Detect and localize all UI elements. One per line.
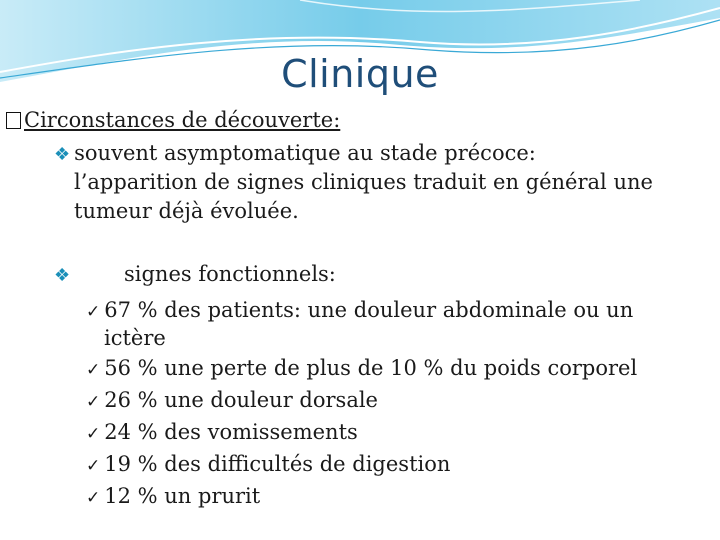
checkmark-icon: ✓ — [86, 302, 101, 322]
intro-text-1: souvent asymptomatique au stade précoce: — [74, 141, 536, 165]
diamond-icon: ❖ — [54, 265, 71, 286]
list-item-continuation: ictère — [104, 326, 166, 350]
section-label: signes fonctionnels: — [124, 262, 336, 286]
list-item: ✓ 19 % des difficultés de digestion — [86, 452, 451, 476]
heading-text: Circonstances de découverte: — [24, 108, 341, 132]
section-line — [54, 258, 74, 292]
list-item: ✓ 67 % des patients: une douleur abdominale ou un — [86, 298, 634, 322]
slide-title: Clinique — [281, 52, 439, 96]
intro-text-2: l’apparition de signes cliniques traduit en général une — [74, 170, 653, 194]
list-item: ✓ 24 % des vomissements — [86, 420, 358, 444]
heading-line — [6, 104, 340, 136]
checkmark-icon: ✓ — [86, 424, 101, 444]
list-item: ✓ 56 % une perte de plus de 10 % du poids corporel — [86, 356, 638, 380]
list-item: ✓ 26 % une douleur dorsale — [86, 388, 378, 412]
checkmark-icon: ✓ — [86, 456, 101, 476]
checkmark-icon: ✓ — [86, 360, 101, 380]
checkmark-icon: ✓ — [86, 488, 101, 508]
diamond-icon: ❖ — [54, 144, 71, 165]
list-item: ✓ 12 % un prurit — [86, 484, 261, 508]
intro-text-3: tumeur déjà évoluée. — [74, 199, 299, 223]
checkmark-icon: ✓ — [86, 392, 101, 412]
box-bullet-icon — [6, 112, 21, 129]
